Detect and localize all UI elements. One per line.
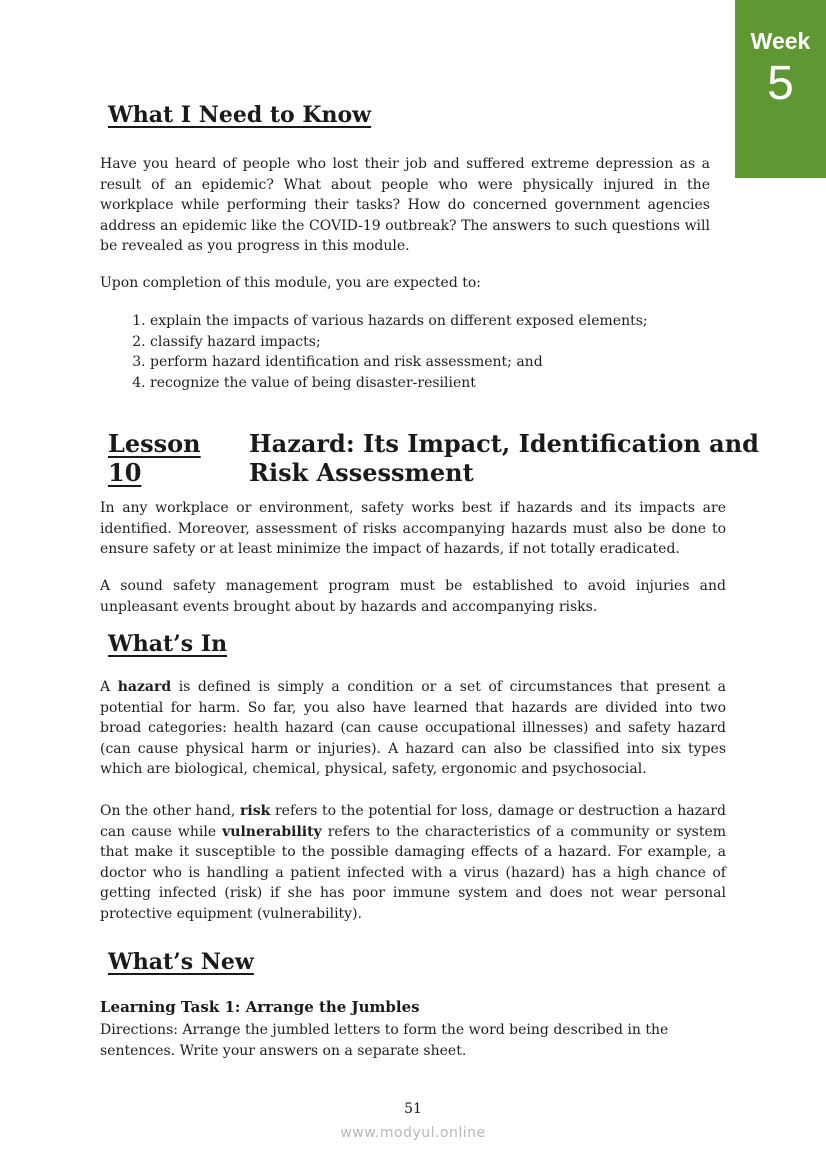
term-hazard: hazard bbox=[117, 679, 172, 695]
watermark-url: www.modyul.online bbox=[340, 1125, 486, 1141]
week-label: Week bbox=[750, 28, 811, 54]
term-vulnerability: vulnerability bbox=[222, 823, 322, 840]
heading-what-i-need-to-know: What I Need to Know bbox=[108, 102, 372, 128]
whats-in-paragraph-1 bbox=[100, 677, 726, 780]
lesson-title-line2: Risk Assessment bbox=[249, 458, 474, 487]
heading-whats-in: What’s In bbox=[108, 631, 228, 657]
lesson-title bbox=[249, 429, 769, 487]
expectation-text: Upon completion of this module, you are expected to: bbox=[100, 275, 482, 291]
text-run: refers to the potential for loss, damage or destruction a hazard can cause while bbox=[100, 803, 726, 840]
intro-paragraph: Have you heard of people who lost their job and suffered extreme depression as a result of an epidemic? What about people who were physically injured in the workplace while performing their tasks? How do concerned government agencies address an epidemic like the COVID-19 outbreak? The answers to such questions will be revealed as you progress in this module. bbox=[100, 156, 710, 255]
lesson-paragraph-1: In any workplace or environment, safety works best if hazards and its impacts are identified. Moreover, assessment of risks accompanying hazards must also be done to ensure safety or at least minimize the impact of hazards, if not totally eradicated. bbox=[100, 500, 726, 558]
objective-item: 3. perform hazard identification and risk assessment; and bbox=[150, 352, 770, 373]
text-run: refers to the characteristics of a community or system that make it susceptible to the possible damaging effects of a hazard. For example, a doctor who is handling a patient infected with a virus (hazard) has a high chance of getting infected (risk) if she has poor immune system and does not wear personal protective equipment (vulnerability). bbox=[100, 823, 727, 922]
heading-whats-new: What’s New bbox=[108, 949, 254, 975]
lesson-title-line1: Hazard: Its Impact, Identification and bbox=[249, 429, 759, 458]
objectives-list bbox=[100, 311, 770, 393]
text-run: is defined is simply a condition or a set of circumstances that present a potential for harm. So far, you also have learned that hazards are divided into two broad categories: health hazard (can cause occupational illnesses) and safety hazard (can cause physical harm or injuries). A hazard can also be classified into six types which are biological, chemical, physical, safety, ergonomic and psychosocial. bbox=[100, 679, 727, 778]
lesson-label-line1: Lesson bbox=[108, 429, 201, 458]
objective-item: 2. classify hazard impacts; bbox=[150, 332, 770, 353]
objective-item: 4. recognize the value of being disaster-resilient bbox=[150, 373, 770, 394]
week-tab bbox=[735, 0, 826, 178]
text-run: A bbox=[100, 679, 118, 695]
lesson-label-line2: 10 bbox=[108, 458, 142, 487]
week-number: 5 bbox=[767, 57, 794, 110]
page-number: 51 bbox=[404, 1101, 422, 1117]
lesson-label bbox=[108, 429, 201, 487]
lesson-paragraph-2: A sound safety management program must be established to avoid injuries and unpleasant events brought about by hazards and accompanying risks. bbox=[100, 578, 726, 615]
whats-in-paragraph-2 bbox=[100, 801, 726, 925]
learning-task-title: Learning Task 1: Arrange the Jumbles bbox=[100, 998, 420, 1016]
term-risk: risk bbox=[240, 803, 271, 819]
text-run: On the other hand, bbox=[100, 803, 241, 819]
task-directions: Directions: Arrange the jumbled letters to form the word being described in the sentences. Write your answers on a separate sheet. bbox=[100, 1022, 669, 1059]
objective-item: 1. explain the impacts of various hazards on different exposed elements; bbox=[150, 311, 770, 332]
